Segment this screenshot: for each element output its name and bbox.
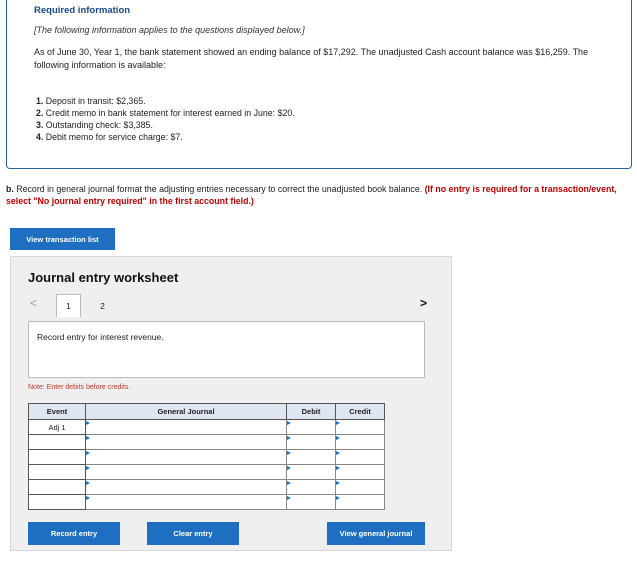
list-item-text: Credit memo in bank statement for interest earned in June: $20.	[45, 108, 295, 118]
required-information-note: [The following information applies to the questions displayed below.]	[34, 25, 305, 35]
general-journal-input[interactable]	[86, 495, 287, 510]
table-row	[29, 495, 385, 510]
worksheet-title: Journal entry worksheet	[28, 270, 179, 285]
required-information-description: As of June 30, Year 1, the bank statement showed an ending balance of $17,292. The unadjusted Cash account balance was $16,259. The following information is available:	[34, 47, 589, 70]
general-journal-input[interactable]	[86, 420, 287, 435]
part-b-text: Record in general journal format the adjusting entries necessary to correct the unadjusted book balance.	[16, 184, 423, 194]
table-header-row	[29, 404, 385, 420]
event-cell	[29, 465, 86, 480]
event-cell	[29, 495, 86, 510]
entry-instruction-box	[28, 321, 425, 378]
debit-input[interactable]	[287, 495, 336, 510]
list-item	[36, 107, 295, 119]
general-journal-input[interactable]	[86, 435, 287, 450]
credit-input[interactable]	[336, 495, 385, 510]
list-item	[36, 119, 295, 131]
journal-table	[28, 403, 385, 510]
list-item-text: Deposit in transit: $2,365.	[45, 96, 146, 106]
credit-input[interactable]	[336, 480, 385, 495]
column-header-debit: Debit	[287, 404, 336, 420]
list-item-number: 4.	[36, 132, 44, 142]
tab-2[interactable]: 2	[100, 300, 105, 311]
debit-input[interactable]	[287, 420, 336, 435]
column-header-general-journal: General Journal	[86, 404, 287, 420]
entry-instruction-text: Record entry for interest revenue.	[37, 332, 164, 342]
event-cell	[29, 450, 86, 465]
column-header-event: Event	[29, 404, 86, 420]
debit-credit-note: Note: Enter debits before credits.	[28, 384, 131, 391]
clear-entry-button[interactable]: Clear entry	[147, 522, 239, 545]
list-item-number: 1.	[36, 96, 44, 106]
debit-input[interactable]	[287, 435, 336, 450]
view-general-journal-button[interactable]: View general journal	[327, 522, 425, 545]
credit-input[interactable]	[336, 465, 385, 480]
general-journal-input[interactable]	[86, 480, 287, 495]
required-information-title: Required information	[34, 5, 131, 16]
event-cell: Adj 1	[29, 420, 86, 435]
list-item-text: Outstanding check: $3,385.	[45, 120, 153, 130]
credit-input[interactable]	[336, 420, 385, 435]
list-item-number: 3.	[36, 120, 44, 130]
debit-input[interactable]	[287, 465, 336, 480]
table-row	[29, 450, 385, 465]
credit-input[interactable]	[336, 435, 385, 450]
table-row	[29, 465, 385, 480]
list-item-number: 2.	[36, 108, 44, 118]
list-item	[36, 131, 295, 143]
tab-1[interactable]: 1	[56, 294, 81, 317]
list-item	[36, 95, 295, 107]
previous-arrow-icon[interactable]: <	[30, 296, 38, 310]
debit-input[interactable]	[287, 480, 336, 495]
list-item-text: Debit memo for service charge: $7.	[45, 132, 183, 142]
general-journal-input[interactable]	[86, 465, 287, 480]
part-b-instructions	[6, 183, 632, 207]
event-cell	[29, 435, 86, 450]
table-row	[29, 420, 385, 435]
required-information-list	[36, 95, 295, 143]
table-row	[29, 435, 385, 450]
general-journal-input[interactable]	[86, 450, 287, 465]
next-arrow-icon[interactable]: >	[420, 296, 428, 310]
table-row	[29, 480, 385, 495]
column-header-credit: Credit	[336, 404, 385, 420]
part-b-label: b.	[6, 184, 14, 194]
debit-input[interactable]	[287, 450, 336, 465]
view-transaction-list-button[interactable]: View transaction list	[10, 228, 115, 250]
event-cell	[29, 480, 86, 495]
part-b-requirement: (If no entry is required for a transaction/event, select "No journal entry required" in the first account field.)	[6, 184, 617, 206]
credit-input[interactable]	[336, 450, 385, 465]
record-entry-button[interactable]: Record entry	[28, 522, 120, 545]
